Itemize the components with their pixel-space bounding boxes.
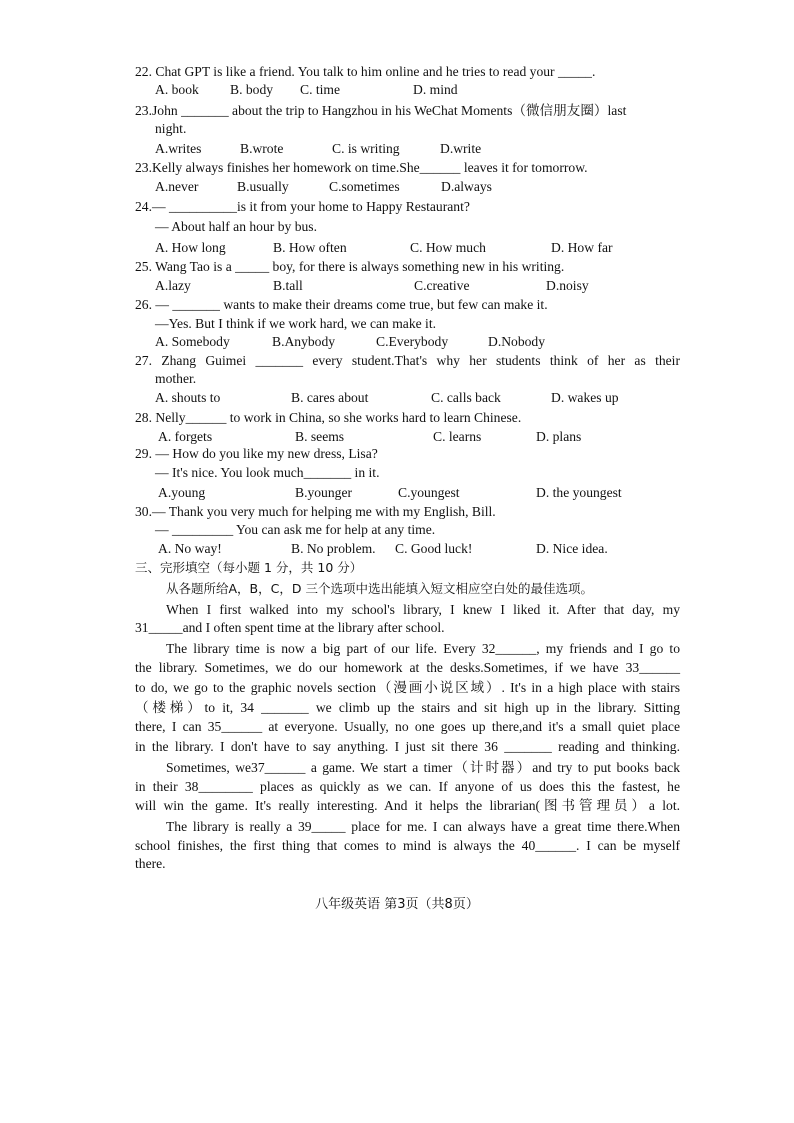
option-c[interactable]: C.Everybody: [376, 334, 449, 349]
passage-line-3: The library time is now a big part of our life. Every 32______, my friends and I go to: [166, 641, 680, 656]
option-d[interactable]: D. How far: [551, 240, 613, 255]
option-c[interactable]: C. Good luck!: [395, 541, 473, 556]
option-a[interactable]: A.writes: [155, 141, 202, 156]
passage-line-6: （楼梯）to it, 34 _______ we climb up the stairs and sit high up in the library. Sitting: [135, 700, 680, 715]
option-a[interactable]: A.lazy: [155, 278, 191, 293]
question-26-stem: 26. — _______ wants to make their dreams come true, but few can make it.: [135, 297, 548, 312]
passage-line-7: there, I can 35______ at everyone. Usually, no one goes up there,and it's a small quiet place: [135, 719, 680, 734]
page-footer: 八年级英语 第3页（共8页）: [315, 897, 479, 912]
passage-line-1: When I first walked into my school's library, I knew I liked it. After that day, my: [166, 602, 680, 617]
option-b[interactable]: B.usually: [237, 179, 289, 194]
passage-line-12: The library is really a 39_____ place for me. I can always have a great time there.When: [166, 819, 680, 834]
option-b[interactable]: B. seems: [295, 429, 345, 444]
option-b[interactable]: B. body: [230, 82, 274, 97]
passage-line-13: school finishes, the first thing that comes to mind is always the 40______. I can be myself: [135, 838, 680, 853]
option-a[interactable]: A. book: [155, 82, 199, 97]
question-30-stem: 30.— Thank you very much for helping me with my English, Bill.: [135, 504, 496, 519]
option-d[interactable]: D.Nobody: [488, 334, 546, 349]
passage-line-14: there.: [135, 856, 166, 871]
passage-line-10: in their 38________ places as quickly as we can. If anyone of us does this the fastest, he: [135, 779, 680, 794]
option-c[interactable]: C. time: [300, 82, 341, 97]
option-a[interactable]: A. No way!: [158, 541, 222, 556]
passage-line-2: 31_____and I often spent time at the library after school.: [135, 620, 445, 635]
option-a[interactable]: A.never: [155, 179, 199, 194]
question-23a-stem-line2: night.: [155, 121, 187, 136]
option-d[interactable]: D. mind: [413, 82, 458, 97]
option-c[interactable]: C.sometimes: [329, 179, 400, 194]
passage-line-11: will win the game. It's really interesting. And it helps the librarian(图书管理员）a lot.: [135, 798, 680, 813]
option-a[interactable]: A. How long: [155, 240, 226, 255]
option-c[interactable]: C. learns: [433, 429, 482, 444]
question-26-dialogue: —Yes. But I think if we work hard, we can make it.: [155, 316, 437, 331]
section-instruction: 从各题所给A，B，C，D 三个选项中选出能填入短文相应空白处的最佳选项。: [166, 581, 593, 596]
question-29-stem: 29. — How do you like my new dress, Lisa?: [135, 446, 378, 461]
option-b[interactable]: B. How often: [273, 240, 347, 255]
section-heading: 三、完形填空（每小题 1 分，共 10 分）: [135, 560, 363, 575]
option-d[interactable]: D. the youngest: [536, 485, 622, 500]
question-27-stem-line1: 27. Zhang Guimei _______ every student.That's why her students think of her as their: [135, 353, 680, 368]
option-d[interactable]: D. Nice idea.: [536, 541, 608, 556]
question-25-stem: 25. Wang Tao is a _____ boy, for there is always something new in his writing.: [135, 259, 565, 274]
option-b[interactable]: B.Anybody: [272, 334, 336, 349]
question-24-dialogue: — About half an hour by bus.: [155, 219, 317, 234]
question-23a-stem-line1: 23.John _______ about the trip to Hangzhou in his WeChat Moments（微信朋友圈）last: [135, 103, 627, 118]
option-b[interactable]: B.wrote: [240, 141, 284, 156]
option-a[interactable]: A.young: [158, 485, 206, 500]
question-28-stem: 28. Nelly______ to work in China, so she works hard to learn Chinese.: [135, 410, 522, 425]
option-d[interactable]: D.noisy: [546, 278, 589, 293]
question-29-dialogue: — It's nice. You look much_______ in it.: [155, 465, 380, 480]
option-a[interactable]: A. forgets: [158, 429, 213, 444]
question-22-stem: 22. Chat GPT is like a friend. You talk to him online and he tries to read your _____.: [135, 64, 596, 79]
option-b[interactable]: B.younger: [295, 485, 353, 500]
option-b[interactable]: B.tall: [273, 278, 303, 293]
question-27-stem-line2: mother.: [155, 371, 197, 386]
question-24-stem: 24.— __________is it from your home to Happy Restaurant?: [135, 199, 470, 214]
question-30-dialogue: — _________ You can ask me for help at any time.: [155, 522, 436, 537]
question-23b-stem: 23.Kelly always finishes her homework on time.She______ leaves it for tomorrow.: [135, 160, 588, 175]
passage-line-9: Sometimes, we37______ a game. We start a timer（计时器）and try to put books back: [166, 760, 680, 775]
option-d[interactable]: D.always: [441, 179, 492, 194]
option-d[interactable]: D. plans: [536, 429, 582, 444]
option-d[interactable]: D. wakes up: [551, 390, 619, 405]
passage-line-5: to do, we go to the graphic novels section（漫画小说区域）. It's in a high place with stairs: [135, 680, 680, 695]
option-a[interactable]: A. Somebody: [155, 334, 230, 349]
option-c[interactable]: C. calls back: [431, 390, 501, 405]
option-a[interactable]: A. shouts to: [155, 390, 221, 405]
option-c[interactable]: C.youngest: [398, 485, 460, 500]
option-b[interactable]: B. cares about: [291, 390, 369, 405]
passage-line-4: the library. Sometimes, we do our homework at the desks.Sometimes, if we have 33______: [135, 660, 680, 675]
passage-line-8: in the library. I don't have to say anything. I just sit there 36 _______ reading and thinking.: [135, 739, 680, 754]
option-c[interactable]: C.creative: [414, 278, 470, 293]
option-d[interactable]: D.write: [440, 141, 482, 156]
option-c[interactable]: C. is writing: [332, 141, 400, 156]
option-c[interactable]: C. How much: [410, 240, 486, 255]
option-b[interactable]: B. No problem.: [291, 541, 376, 556]
